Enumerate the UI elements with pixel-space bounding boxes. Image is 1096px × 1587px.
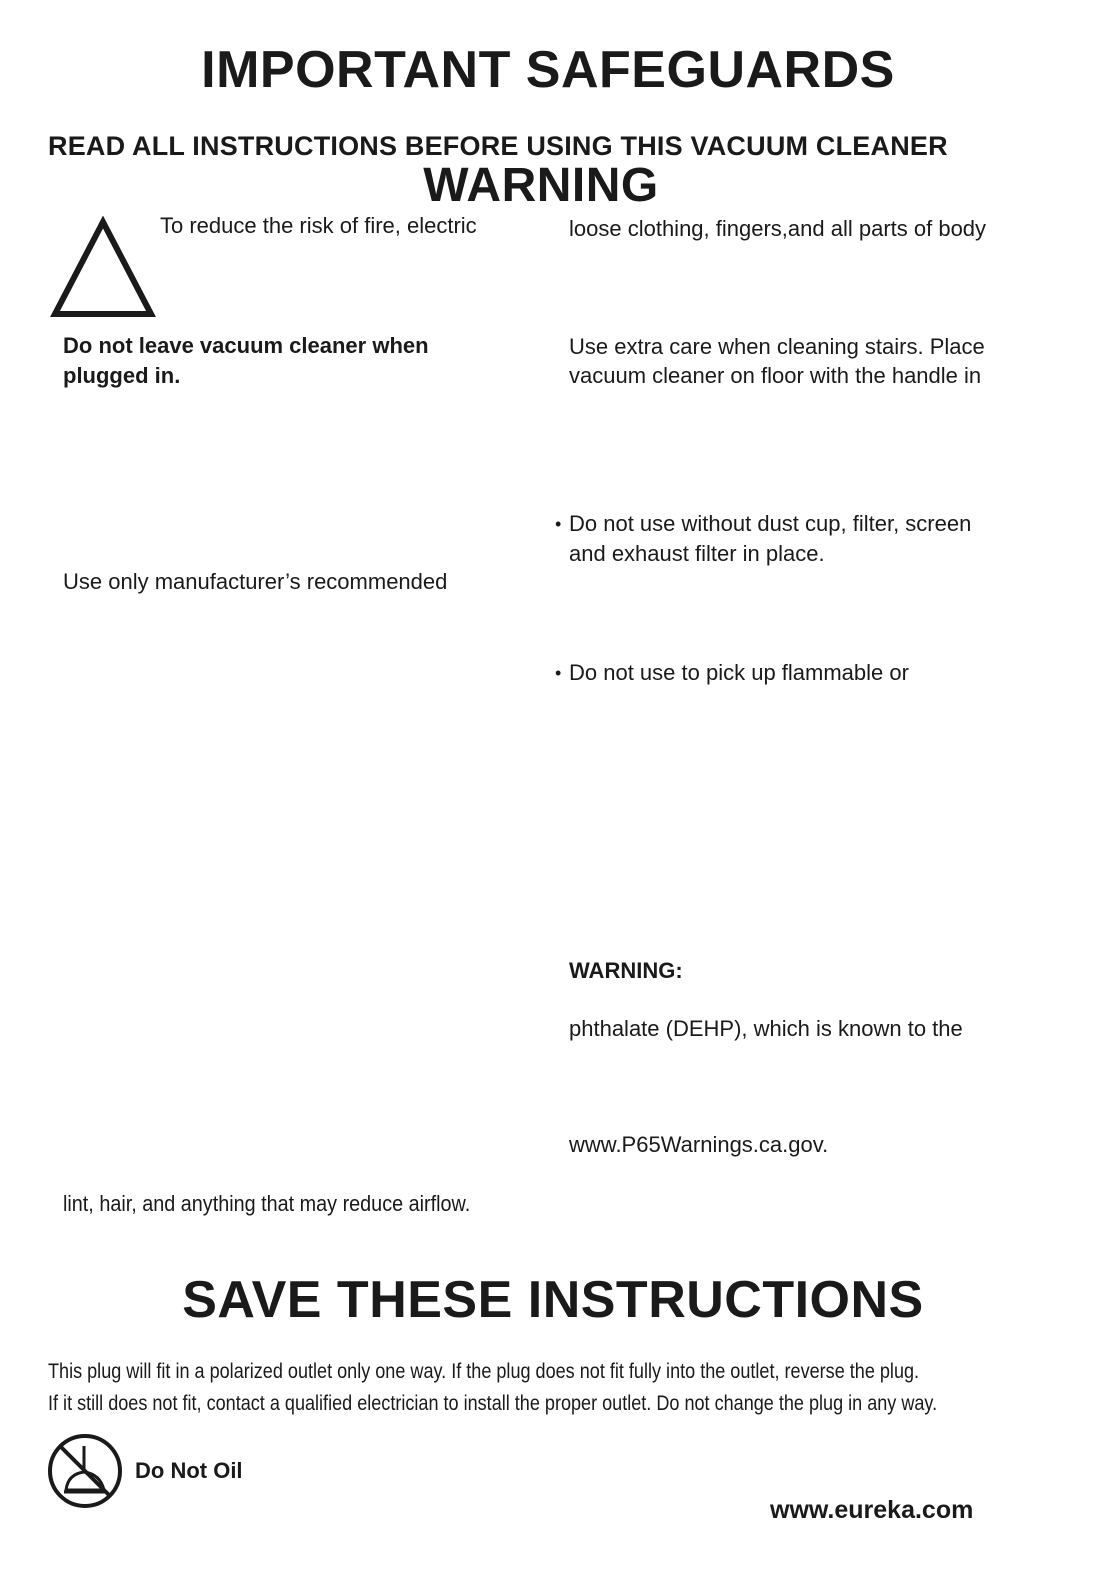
warning-triangle-icon (50, 216, 156, 320)
save-instructions-heading: SAVE THESE INSTRUCTIONS (182, 1271, 924, 1329)
bullet-marker: • (555, 514, 562, 534)
warning-intro-text: To reduce the risk of fire, electric (160, 213, 477, 238)
flammable-bullet (555, 658, 909, 688)
stairs-text-line2: vacuum cleaner on floor with the handle in (569, 363, 982, 388)
page-title: IMPORTANT SAFEGUARDS (201, 41, 895, 99)
do-not-oil-label: Do Not Oil (135, 1458, 243, 1483)
prop65-warning-text: phthalate (DEHP), which is known to the (569, 1016, 963, 1041)
airflow-text: lint, hair, and anything that may reduce airflow. (63, 1191, 471, 1216)
loose-clothing-text: loose clothing, fingers,and all parts of body (569, 216, 987, 241)
unattended-warning-line2: plugged in. (63, 363, 181, 388)
no-oil-icon (46, 1432, 124, 1510)
polarized-plug-text-line1: This plug will fit in a polarized outlet only one way. If the plug does not fit fully into the outlet, reverse the plug. (48, 1360, 920, 1383)
dust-cup-text-line2: and exhaust filter in place. (569, 541, 825, 566)
prop65-warning-label: WARNING: (569, 958, 683, 983)
website-link[interactable]: www.eureka.com (770, 1496, 974, 1524)
polarized-plug-text-line2: If it still does not fit, contact a qualified electrician to install the proper outlet. Do not change the plug in any way. (48, 1392, 938, 1415)
manufacturer-attachments-text: Use only manufacturer’s recommended (63, 569, 448, 594)
dust-cup-text: Do not use without dust cup, filter, screen (569, 511, 972, 536)
stairs-text-line1: Use extra care when cleaning stairs. Place (569, 334, 985, 359)
prop65-url: www.P65Warnings.ca.gov. (569, 1132, 829, 1157)
dust-cup-bullet-line1 (555, 509, 972, 539)
warning-heading: WARNING (423, 159, 659, 212)
flammable-text: Do not use to pick up flammable or (569, 660, 909, 685)
bullet-marker: • (555, 663, 562, 683)
unattended-warning-line1: Do not leave vacuum cleaner when (63, 333, 429, 358)
instructions-subtitle: READ ALL INSTRUCTIONS BEFORE USING THIS VACUUM CLEANER (48, 131, 948, 161)
